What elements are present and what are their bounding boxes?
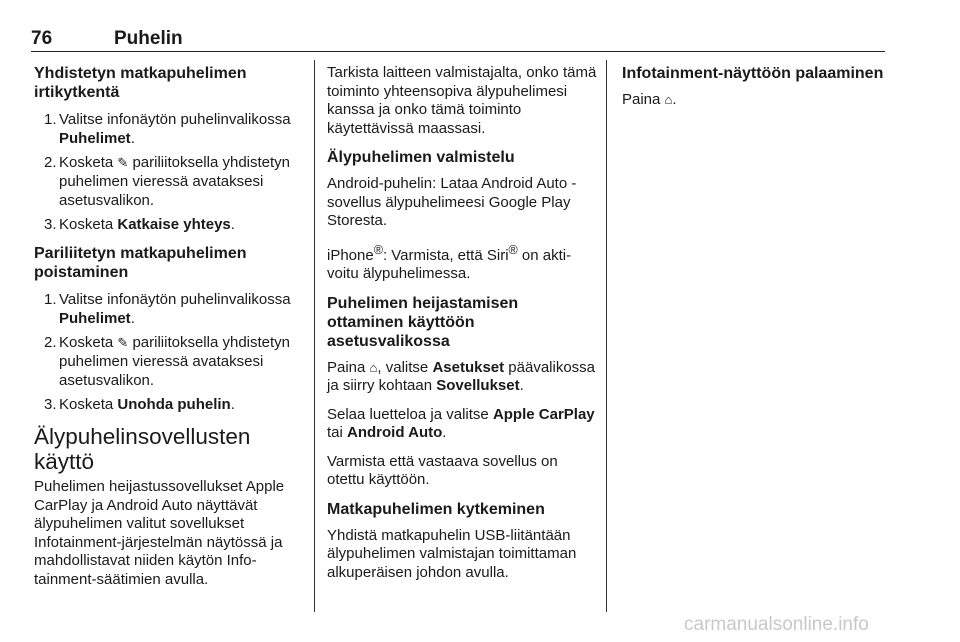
paragraph: Yhdistä matkapuhelin USB-liitäntään älypuhelimen valmistajan toimittaman alkuperäisen johdon avulla.: [327, 526, 577, 581]
paragraph: Paina ⌂.: [622, 91, 677, 108]
steps-remove: [34, 290, 306, 414]
column-divider: [606, 60, 607, 612]
paragraph: Selaa luetteloa ja valitse Apple CarPlay tai Android Auto.: [327, 405, 595, 441]
edit-icon: ✎: [117, 155, 129, 170]
list-item: 2. Kosketa ✎ pariliitoksella yhdistetyn puhelimen vieressä avataksesi asetusvalikon.: [44, 334, 291, 389]
heading-enable-projection: Puhelimen heijastamisen ottaminen käyttöön asetusvalikossa: [327, 294, 519, 350]
paragraph: Varmista että vastaava sovellus on otettu käyttöön.: [327, 452, 558, 488]
heading-remove-paired: Pariliitetyn matkapuhelimen poistaminen: [34, 245, 247, 281]
page-number: 76: [31, 28, 53, 49]
home-icon: ⌂: [369, 359, 378, 375]
heading-disconnect: Yhdistetyn matkapuhelimen irtikytkentä: [34, 65, 247, 101]
heading-connect-phone: Matkapuhelimen kytkeminen: [327, 500, 545, 518]
paragraph: Paina ⌂, valitse Asetukset päävalikossa ja siirry kohtaan Sovellukset.: [327, 358, 596, 394]
column-divider: [314, 60, 315, 612]
heading-return-infotainment: Infotainment-näyttöön palaaminen: [622, 65, 884, 82]
paragraph: iPhone®: Varmista, että Siri® on aktivoitu älypuhelimessa.: [327, 242, 572, 282]
home-icon: ⌂: [664, 92, 673, 107]
column-left: [34, 64, 306, 599]
list-item: 1. Valitse infonäytön puhelinvalikossa Puhelimet.: [44, 111, 291, 147]
section-title: Puhelin: [114, 28, 183, 49]
column-right: [622, 64, 886, 120]
watermark: carmanualsonline.info: [684, 614, 869, 635]
steps-disconnect: [34, 110, 306, 234]
paragraph: Tarkista laitteen valmistajalta, onko tämä toiminto yhteensopiva älypuhelimesi kanssa ja onko tämä toiminto käytettävissä maassasi.: [327, 64, 597, 137]
list-item: 3. Kosketa Unohda puhelin.: [44, 396, 235, 413]
list-item: 1. Valitse infonäytön puhelinvalikossa Puhelimet.: [44, 291, 291, 327]
list-item: 2. Kosketa ✎ pariliitoksella yhdistetyn puhelimen vieressä avataksesi asetusvalikon.: [44, 154, 291, 209]
list-item: 3. Kosketa Katkaise yhteys.: [44, 216, 235, 233]
column-middle: [327, 64, 597, 592]
heading-prepare: Älypuhelimen valmistelu: [327, 149, 515, 166]
edit-icon: ✎: [117, 335, 129, 350]
heading-smartphone-apps: Älypuhelinsovellusten käyttö: [34, 424, 251, 474]
paragraph: Puhelimen heijastussovellukset Apple CarPlay ja Android Auto näyttävät älypuhelimen valitut sovellukset Infotainment-järjestelmän näytössä ja mahdollistavat niiden käytön Infotainment-säätimien avulla.: [34, 478, 285, 588]
page-header: [31, 27, 885, 52]
paragraph: Android-puhelin: Lataa Android Auto -sovellus älypuhelimeesi Google Play Storesta.: [327, 175, 577, 229]
